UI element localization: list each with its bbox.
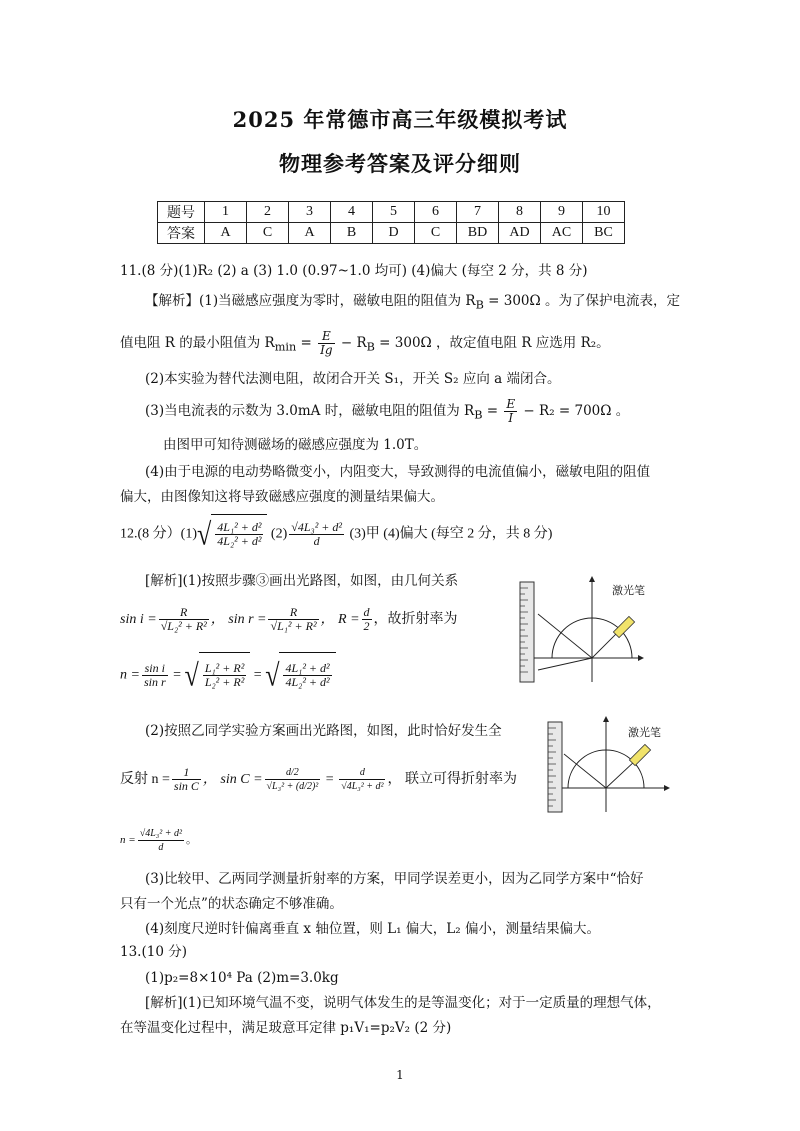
fraction	[504, 398, 517, 425]
sqrt-sign: √	[160, 619, 168, 634]
sqrt-sign: √	[184, 657, 199, 693]
text: n =	[120, 667, 140, 683]
fraction	[215, 521, 263, 548]
text: 。	[185, 834, 197, 846]
q11-line-4	[145, 396, 629, 431]
text: n =	[120, 834, 136, 846]
denominator: d	[313, 534, 320, 548]
text: 值电阻 R 的最小阻值为 R	[120, 335, 275, 351]
sqrt-sign: √	[197, 516, 212, 552]
q13-heading: 13.(10 分)	[120, 944, 187, 960]
text: L₃² + (d/2)²	[272, 781, 319, 793]
table-cell: 8	[499, 202, 541, 223]
text: =	[482, 403, 503, 419]
text: 4L₃² + d²	[145, 827, 182, 839]
sqrt-sign: √	[265, 657, 280, 693]
fraction	[268, 606, 318, 633]
numerator: d	[339, 766, 385, 780]
table-cell: A	[289, 223, 331, 244]
table-cell: D	[373, 223, 415, 244]
text: L₂² + R²	[167, 619, 207, 634]
sqrt-body	[199, 652, 250, 699]
text: ， 联立可得折射率为	[387, 772, 517, 787]
denominator	[159, 620, 209, 633]
sqrt-sign: √	[270, 619, 278, 634]
table-cell: AD	[499, 223, 541, 244]
sqrt-sign: √	[266, 781, 273, 793]
refracted-ray	[538, 614, 592, 658]
text: 【解析】(1)当磁感应强度为零时，磁敏电阻的阻值为 R	[145, 293, 476, 309]
text: 12.(8 分）(1)	[120, 526, 197, 542]
q11-line-1	[145, 292, 680, 315]
numerator: E	[506, 397, 516, 411]
fraction	[362, 606, 372, 633]
denominator: d	[158, 841, 164, 853]
reflected-ray	[564, 754, 606, 788]
numerator	[289, 521, 344, 535]
arrow-icon	[638, 655, 644, 661]
table-cell: A	[205, 223, 247, 244]
answer-table	[157, 201, 625, 244]
denominator: sin C	[173, 779, 199, 794]
table-cell: 9	[541, 202, 583, 223]
q12-line-9: (4)刻度尺逆时针偏离垂直 x 轴位置，则 L₁ 偏大，L₂ 偏小，测量结果偏大。	[145, 921, 600, 937]
q13-line-2: [解析](1)已知环境气温不变，说明气体发生的是等温变化；对于一定质量的理想气体，	[145, 995, 661, 1011]
page-subtitle: 物理参考答案及评分细则	[279, 151, 521, 176]
text: = 300Ω ，故定值电阻 R 应选用 R₂。	[374, 335, 610, 351]
q12-line-2	[120, 598, 458, 642]
q12-line-6	[120, 822, 197, 858]
fraction	[283, 662, 331, 689]
fraction	[142, 662, 168, 689]
table-header-cell: 答案	[158, 223, 205, 244]
text: − R₂ = 700Ω 。	[519, 403, 630, 419]
table-cell: BD	[457, 223, 499, 244]
text: ， R =	[320, 612, 360, 627]
text: 4L₃² + d²	[346, 781, 384, 793]
numerator: 4L₁² + d²	[217, 520, 262, 535]
arrow-icon	[589, 576, 595, 582]
text: = 300Ω 。为了保护电流表，定	[483, 293, 681, 309]
denominator: L₂² + R²	[204, 675, 245, 690]
text: (3)甲 (4)偏大 (每空 2 分，共 8 分)	[345, 526, 553, 542]
numerator: 1	[172, 766, 201, 780]
numerator: R	[159, 606, 209, 620]
q11-line-7: 偏大，由图像知这将导致磁感应强度的测量结果偏大。	[120, 489, 444, 505]
text: 反射 n =	[120, 772, 170, 787]
numerator: d/2	[265, 766, 321, 780]
arrow-icon	[664, 785, 670, 791]
table-cell: 4	[331, 202, 373, 223]
denominator	[268, 620, 318, 633]
text: =	[250, 667, 266, 683]
text: B	[366, 340, 375, 354]
answer-table-row-numbers	[158, 202, 625, 223]
q13-line-1: (1)p₂=8×10⁴ Pa (2)m=3.0kg	[145, 970, 339, 986]
numerator: E	[318, 330, 334, 344]
fraction	[172, 766, 201, 793]
fraction	[318, 330, 334, 357]
sqrt-sign: √	[139, 827, 146, 839]
numerator: 4L₁² + d²	[285, 661, 330, 676]
table-cell: 5	[373, 202, 415, 223]
q12-heading	[120, 514, 552, 555]
table-header-cell: 题号	[158, 202, 205, 223]
table-cell: B	[331, 223, 373, 244]
answer-table-row-answers	[158, 223, 625, 244]
denominator: Ig	[320, 343, 333, 357]
table-cell: BC	[583, 223, 625, 244]
page-title: 2025 年常德市高三年级模拟考试	[232, 107, 568, 132]
text: =	[169, 667, 185, 683]
sqrt-sign: √	[341, 781, 347, 793]
text: (2)	[267, 526, 288, 542]
denominator: 2	[363, 619, 370, 634]
q12-line-1: [解析](1)按照步骤③画出光路图，如图，由几何关系	[145, 573, 459, 589]
page-number: 1	[396, 1068, 404, 1082]
text: L₁² + R²	[277, 619, 317, 634]
numerator: d	[363, 605, 370, 620]
text: ， sin C =	[202, 772, 263, 787]
table-cell: 2	[247, 202, 289, 223]
text: 4L₃² + d²	[297, 520, 342, 534]
table-cell: 7	[457, 202, 499, 223]
sqrt-body	[279, 652, 335, 699]
table-cell: 3	[289, 202, 331, 223]
q12-line-4: (2)按照乙同学实验方案画出光路图，如图，此时恰好发生全	[145, 723, 502, 739]
table-cell: 10	[583, 202, 625, 223]
text: ，故折射率为	[373, 612, 458, 627]
text: B	[474, 408, 483, 422]
q11-line-2	[120, 326, 610, 365]
q12-line-7: (3)比较甲、乙两同学测量折射率的方案，甲同学误差更小，因为乙同学方案中“恰好	[145, 871, 644, 887]
incident-ray	[606, 760, 636, 788]
text: − R	[336, 335, 367, 351]
text: ， sin r =	[210, 612, 267, 627]
fraction	[203, 662, 246, 689]
text: B	[475, 298, 484, 312]
q11-heading: 11.(8 分)(1)R₂ (2) a (3) 1.0 (0.97~1.0 均可) (4)偏大 (每空 2 分，共 8 分)	[120, 263, 588, 279]
fraction	[265, 766, 321, 793]
table-cell: AC	[541, 223, 583, 244]
fraction	[339, 766, 385, 793]
laser-pen-label-1: 激光笔	[612, 584, 645, 597]
denominator: I	[508, 411, 514, 425]
numerator: L₁² + R²	[204, 661, 245, 676]
reflected-ray	[538, 658, 592, 670]
denominator	[265, 780, 321, 793]
denominator	[339, 780, 385, 793]
text: min	[274, 340, 297, 354]
text: sin i =	[120, 612, 157, 627]
denominator: sin r	[143, 675, 166, 689]
fraction	[159, 606, 209, 633]
sqrt-body	[211, 514, 267, 555]
q12-line-8: 只有一个光点”的状态确定不够准确。	[120, 896, 343, 912]
table-cell: 1	[205, 202, 247, 223]
text: (3)当电流表的示数为 3.0mA 时，磁敏电阻的阻值为 R	[145, 403, 475, 419]
laser-pen-label-2: 激光笔	[628, 726, 661, 739]
denominator: 4L₂² + d²	[285, 675, 330, 690]
laser-pen-icon	[629, 744, 650, 765]
q12-line-3	[120, 652, 336, 699]
sqrt-sign: √	[291, 520, 298, 534]
q11-line-6: (4)由于电源的电动势略微变小，内阻变大，导致测得的电流值偏小，磁敏电阻的阻值	[145, 464, 651, 480]
numerator: sin i	[142, 662, 168, 676]
numerator	[138, 827, 184, 841]
q11-line-5: 由图甲可知待测磁场的磁感应强度为 1.0T。	[163, 437, 428, 453]
ruler	[520, 582, 534, 682]
ruler	[548, 722, 562, 812]
table-cell: C	[247, 223, 289, 244]
numerator: R	[268, 606, 318, 620]
arrow-icon	[603, 716, 609, 722]
denominator: 4L₂² + d²	[217, 534, 262, 549]
table-cell: C	[415, 223, 457, 244]
text: =	[296, 335, 317, 351]
fraction	[138, 827, 184, 854]
q13-line-3: 在等温变化过程中，满足玻意耳定律 p₁V₁=p₂V₂ (2 分)	[120, 1020, 452, 1036]
text: =	[322, 772, 338, 787]
q12-line-5	[120, 752, 517, 808]
table-cell: 6	[415, 202, 457, 223]
fraction	[289, 521, 344, 548]
q11-line-3: (2)本实验为替代法测电阻，故闭合开关 S₁，开关 S₂ 应向 a 端闭合。	[145, 371, 561, 387]
